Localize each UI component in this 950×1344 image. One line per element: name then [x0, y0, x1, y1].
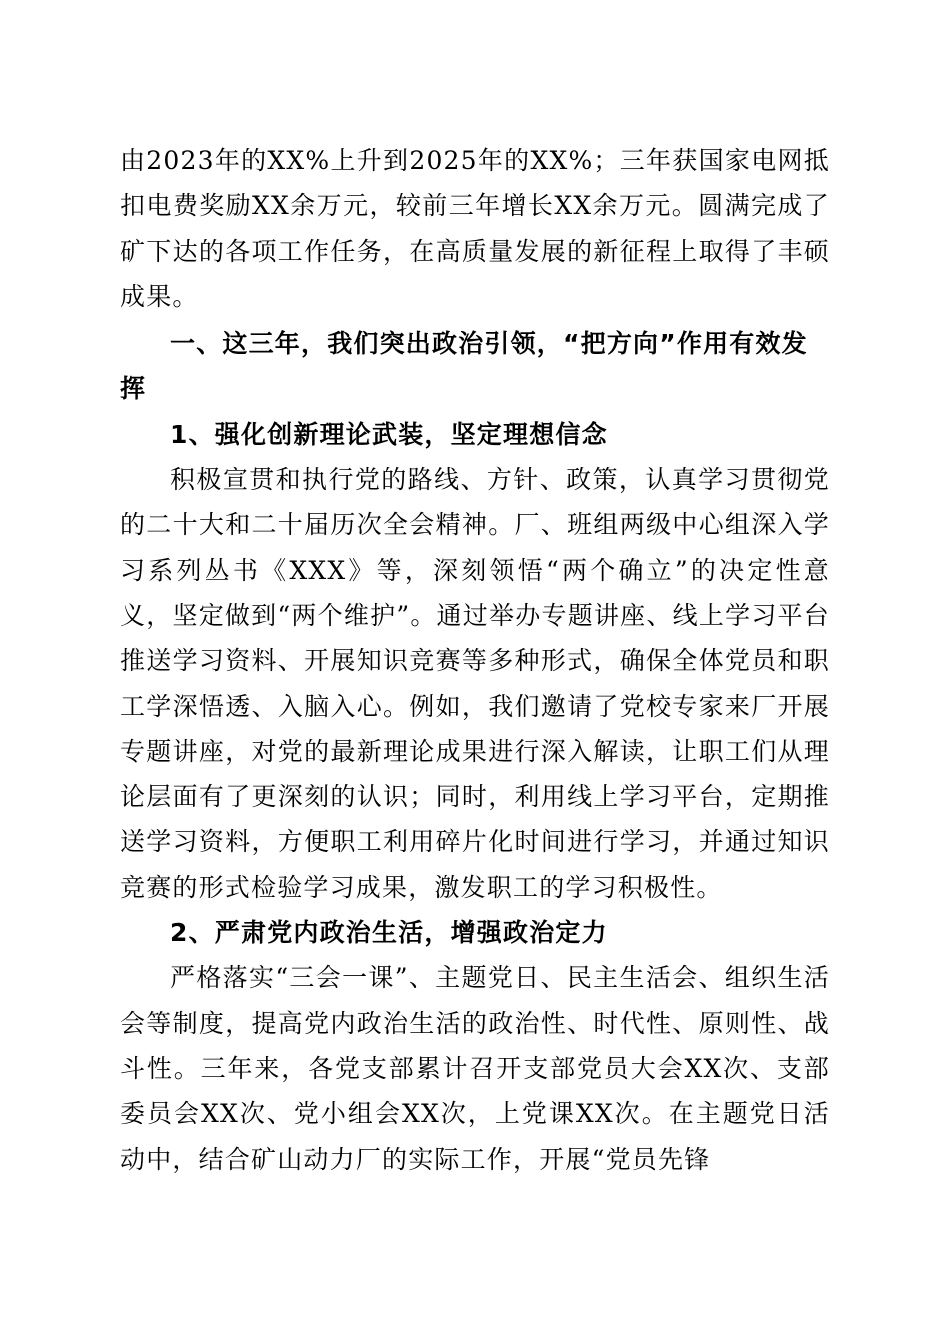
- continued-paragraph: 由2023年的XX%上升到2025年的XX%；三年获国家电网抵扣电费奖励XX余万元，较前三年增长XX余万元。圆满完成了矿下达的各项工作任务，在高质量发展的新征程上取得了丰硕成果。: [120, 146, 830, 311]
- body-paragraph-1: 积极宣贯和执行党的路线、方针、政策，认真学习贯彻党的二十大和二十届历次全会精神。厂、班组两级中心组深入学习系列丛书《XXX》等，深刻领悟“两个确立”的决定性意义，坚定做到“两个维护”。通过举办专题讲座、线上学习平台推送学习资料、开展知识竞赛等多种形式，确保全体党员和职工学深悟透、入脑入心。例如，我们邀请了党校专家来厂开展专题讲座，对党的最新理论成果进行深入解读，让职工们从理论层面有了更深刻的认识；同时，利用线上学习平台，定期推送学习资料，方便职工利用碎片化时间进行学习，并通过知识竞赛的形式检验学习成果，激发职工的学习积极性。: [120, 465, 830, 902]
- body-paragraph-2: 严格落实“三会一课”、主题党日、民主生活会、组织生活会等制度，提高党内政治生活的政治性、时代性、原则性、战斗性。三年来，各党支部累计召开支部党员大会XX次、支部委员会XX次、党小组会XX次，上党课XX次。在主题党日活动中，结合矿山动力厂的实际工作，开展“党员先锋: [120, 963, 830, 1174]
- subsection-heading-2: 2、严肃党内政治生活，增强政治定力: [170, 918, 608, 948]
- section-heading-1: 一、这三年，我们突出政治引领，“把方向”作用有效发挥: [120, 329, 808, 404]
- subsection-heading-1: 1、强化创新理论武装，坚定理想信念: [170, 419, 608, 449]
- document-body: [120, 138, 830, 1182]
